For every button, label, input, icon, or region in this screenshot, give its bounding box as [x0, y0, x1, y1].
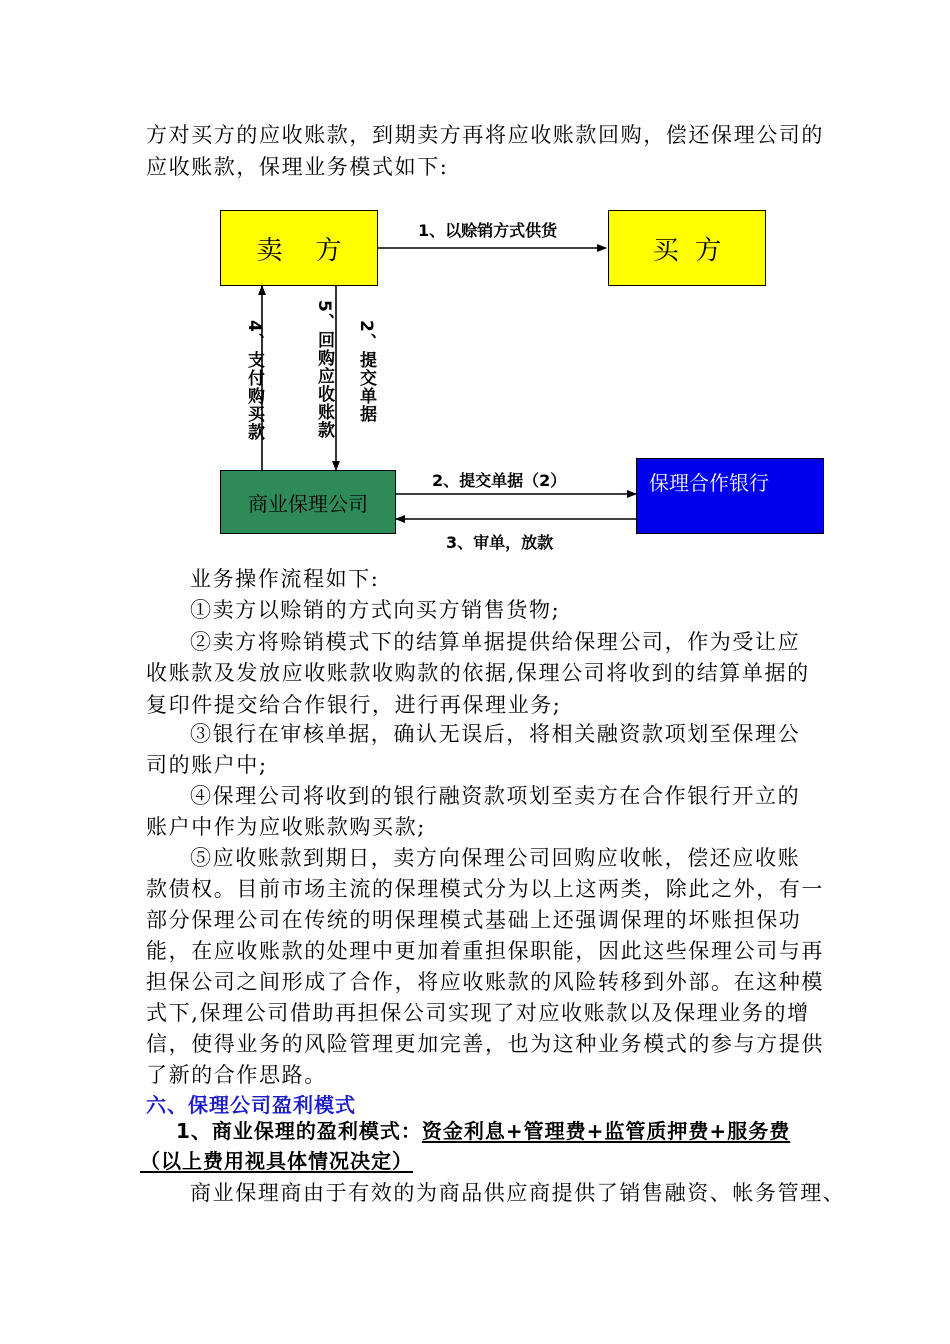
body-line-16: 信，使得业务的风险管理更加完善，也为这种业务模式的参与方提供: [146, 1032, 824, 1056]
buyer-box: [608, 210, 766, 286]
body-line-2: ①卖方以赊销的方式向买方销售货物;: [190, 598, 561, 622]
body-line-6: ③银行在审核单据，确认无误后，将相关融资款项划至保理公: [190, 722, 801, 746]
profit-model-line-2: （以上费用视具体情况决定）: [140, 1149, 413, 1173]
body-line-7: 司的账户中;: [146, 753, 268, 777]
profit-model-formula: 资金利息+管理费+监管质押费+服务费: [421, 1119, 791, 1143]
body-line-17: 了新的合作思路。: [146, 1063, 327, 1087]
factoring-company-label: 商业保理公司: [248, 491, 368, 516]
arrow-2-vertical-label: 2、提交单据: [356, 320, 376, 423]
section-heading: 六、保理公司盈利模式: [146, 1093, 356, 1117]
bank-label: 保理合作银行: [649, 471, 769, 495]
intro-line-2: 应收账款，保理业务模式如下:: [146, 155, 449, 179]
body-line-9: 账户中作为应收账款购买款;: [146, 815, 426, 839]
profit-model-prefix: 1、商业保理的盈利模式：: [176, 1119, 422, 1143]
body-line-15: 式下,保理公司借助再担保公司实现了对应收账款以及保理业务的增: [146, 1001, 810, 1025]
body-line-5: 复印件提交给合作银行，进行再保理业务;: [146, 693, 562, 717]
seller-label: 卖 方: [256, 235, 342, 266]
body-line-12: 部分保理公司在传统的明保理模式基础上还强调保理的坏账担保功: [146, 908, 802, 932]
buyer-label: 买 方: [652, 235, 722, 266]
body-line-3: ②卖方将赊销模式下的结算单据提供给保理公司，作为受让应: [190, 630, 801, 654]
arrow-2-label: 2、提交单据（2）: [432, 471, 567, 490]
arrow-4-label: 4、支付购买款: [244, 320, 264, 441]
profit-model-line-1: [176, 1116, 790, 1146]
body-line-13: 能，在应收账款的处理中更加着重担保职能，因此这些保理公司与再: [146, 939, 824, 963]
arrow-1-label: 1、以赊销方式供货: [418, 221, 558, 240]
factoring-flow-diagram: [0, 0, 950, 560]
arrow-5-label: 5、回购应收账款: [314, 300, 334, 439]
body-line-4: 收账款及发放应收账款收购款的依据,保理公司将收到的结算单据的: [146, 661, 810, 685]
body-line-1: 业务操作流程如下:: [190, 567, 380, 591]
seller-box: [220, 210, 378, 286]
arrow-3-label: 3、审单，放款: [446, 533, 554, 552]
body-line-8: ④保理公司将收到的银行融资款项划至卖方在合作银行开立的: [190, 784, 801, 808]
body-line-11: 款债权。目前市场主流的保理模式分为以上这两类，除此之外，有一: [146, 877, 824, 901]
body-line-10: ⑤应收账款到期日，卖方向保理公司回购应收帐，偿还应收账: [190, 846, 801, 870]
body-line-14: 担保公司之间形成了合作，将应收账款的风险转移到外部。在这种模: [146, 970, 824, 994]
bank-box: [636, 458, 824, 534]
last-body-line: 商业保理商由于有效的为商品供应商提供了销售融资、帐务管理、: [190, 1181, 846, 1205]
intro-line-1: 方对买方的应收账款，到期卖方再将应收账款回购，偿还保理公司的: [146, 123, 824, 147]
factoring-company-box: [220, 470, 396, 534]
